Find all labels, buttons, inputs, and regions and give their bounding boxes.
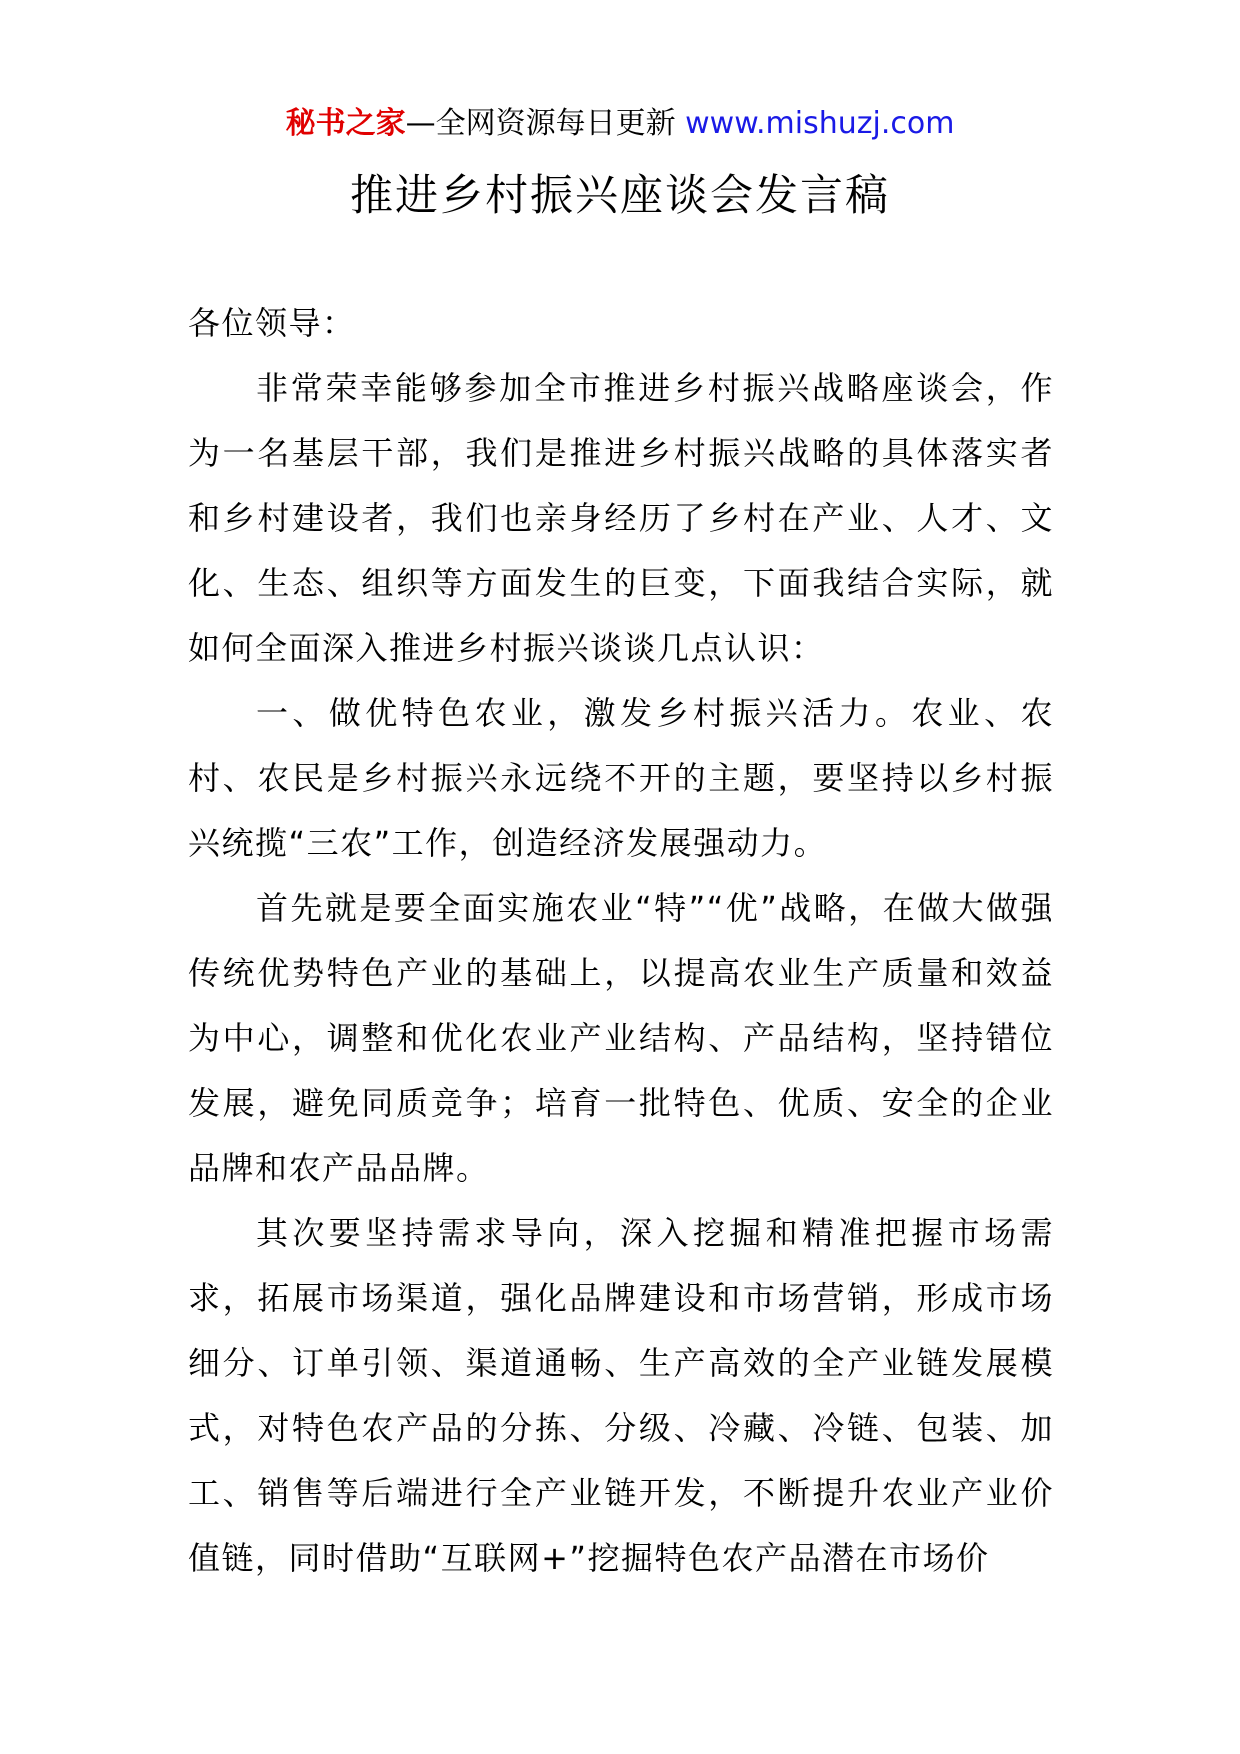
paragraph: 一、做优特色农业，激发乡村振兴活力。农业、农村、农民是乡村振兴永远绕不开的主题，要坚持以乡村振兴统揽“三农”工作，创造经济发展强动力。	[188, 694, 1054, 862]
header-slogan: —全网资源每日更新	[405, 106, 686, 141]
document-title: 推进乡村振兴座谈会发言稿	[350, 171, 890, 221]
site-link[interactable]: www.mishuzj.com	[685, 106, 955, 141]
paragraph: 非常荣幸能够参加全市推进乡村振兴战略座谈会，作为一名基层干部，我们是推进乡村振兴战略的具体落实者和乡村建设者，我们也亲身经历了乡村在产业、人才、文化、生态、组织等方面发生的巨变，下面我结合实际，就如何全面深入推进乡村振兴谈谈几点认识：	[188, 369, 1054, 667]
watermark-header	[0, 102, 1240, 146]
salutation: 各位领导：	[188, 304, 356, 342]
paragraph: 其次要坚持需求导向，深入挖掘和精准把握市场需求，拓展市场渠道，强化品牌建设和市场营销，形成市场细分、订单引领、渠道通畅、生产高效的全产业链发展模式，对特色农产品的分拣、分级、冷藏、冷链、包装、加工、销售等后端进行全产业链开发，不断提升农业产业价值链，同时借助“互联网+”挖掘特色农产品潜在市场价	[188, 1214, 1054, 1577]
paragraph: 首先就是要全面实施农业“特”“优”战略，在做大做强传统优势特色产业的基础上，以提高农业生产质量和效益为中心，调整和优化农业产业结构、产品结构，坚持错位发展，避免同质竞争；培育一批特色、优质、安全的企业品牌和农产品品牌。	[188, 889, 1054, 1187]
brand-name: 秘书之家	[285, 106, 406, 141]
document-body	[188, 291, 1054, 1591]
